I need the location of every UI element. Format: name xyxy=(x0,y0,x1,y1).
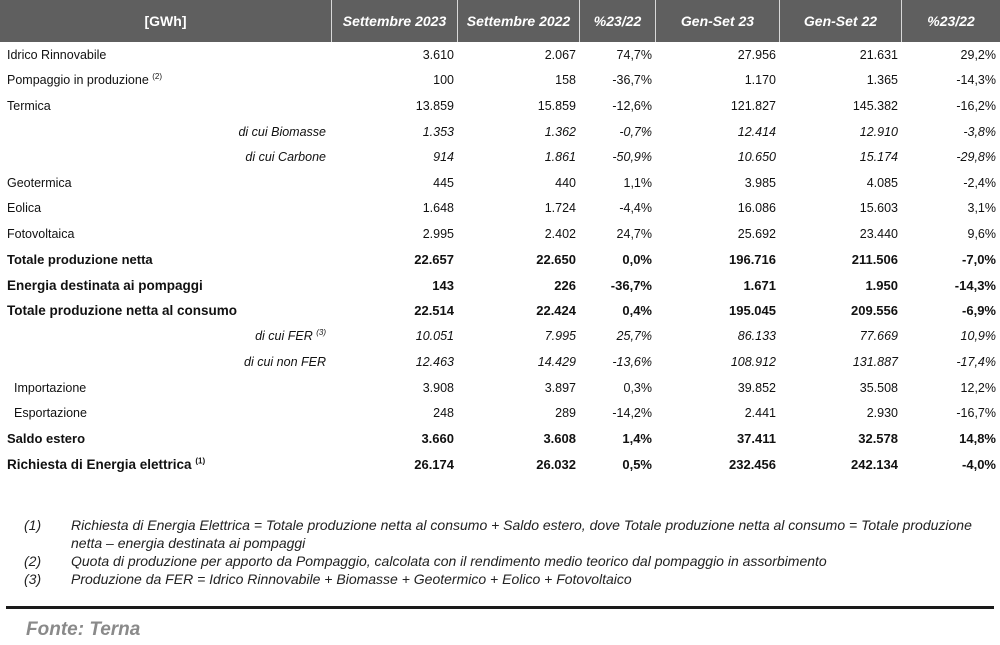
cell: 22.650 xyxy=(536,252,576,268)
cell: 3.897 xyxy=(544,380,576,395)
table-row xyxy=(0,144,1000,170)
cell: 26.032 xyxy=(536,456,576,472)
row-label: Importazione xyxy=(14,380,87,395)
cell: 15.174 xyxy=(859,150,898,165)
cell: 25,7% xyxy=(616,329,652,344)
cell: 248 xyxy=(433,406,454,421)
row-label: Totale produzione netta xyxy=(7,252,153,268)
cell: 0,4% xyxy=(622,303,652,319)
cell: -2,4% xyxy=(963,175,996,190)
cell: -29,8% xyxy=(956,150,996,165)
cell: 196.716 xyxy=(729,252,776,268)
cell: 2.441 xyxy=(744,406,776,421)
header-pct-ytd: %23/22 xyxy=(927,13,975,29)
row-label: Saldo estero xyxy=(7,431,86,447)
footnote xyxy=(24,552,984,570)
table-row xyxy=(0,375,1000,401)
cell: 21.631 xyxy=(859,47,898,62)
cell: 1.648 xyxy=(422,201,454,216)
cell: 1.950 xyxy=(865,277,898,293)
cell: -4,0% xyxy=(962,456,996,472)
cell: 35.508 xyxy=(859,380,898,395)
cell: 22.514 xyxy=(414,303,454,319)
row-label: di cui FER $^{(3)}$ xyxy=(255,328,326,344)
source-label: Fonte: Terna xyxy=(26,619,141,640)
cell: -6,9% xyxy=(962,303,996,319)
cell: 7.995 xyxy=(544,329,576,344)
cell: 0,5% xyxy=(622,456,652,472)
cell: 9,6% xyxy=(967,226,996,241)
table-row-total xyxy=(0,426,1000,452)
cell: 1.170 xyxy=(744,73,776,88)
cell: 22.657 xyxy=(414,252,454,268)
cell: 13.859 xyxy=(415,98,454,113)
row-label: Fotovoltaica xyxy=(7,226,75,241)
footnote-text: Produzione da FER = Idrico Rinnovabile + Biomasse + Geotermico + Eolico + Fotovoltaico xyxy=(71,571,632,587)
header-gen-set-23: Gen-Set 23 xyxy=(656,0,780,42)
table-row xyxy=(0,349,1000,375)
row-label: Termica xyxy=(7,98,51,113)
cell: 12.414 xyxy=(737,124,776,139)
cell: 1.362 xyxy=(544,124,576,139)
cell: 121.827 xyxy=(730,98,776,113)
cell: 1,1% xyxy=(623,175,652,190)
cell: 131.887 xyxy=(852,354,898,369)
cell: 12,2% xyxy=(960,380,996,395)
divider xyxy=(6,606,994,609)
row-label: Pompaggio in produzione $^{(2)}$ xyxy=(7,72,163,88)
header-pct-month: %23/22 xyxy=(580,0,656,42)
cell: 25.692 xyxy=(737,226,776,241)
cell: 211.506 xyxy=(851,252,898,268)
cell: 143 xyxy=(432,277,454,293)
row-label: Idrico Rinnovabile xyxy=(7,47,107,62)
cell: 440 xyxy=(555,175,576,190)
cell: 195.045 xyxy=(729,303,776,319)
footnote xyxy=(24,516,984,552)
header-unit: [GWh] xyxy=(0,0,332,42)
footnote-text: Richiesta di Energia Elettrica = Totale produzione netta al consumo + Saldo estero, dove Totale produzione netta al consumo = Totale produzione netta – energia destinata ai pompaggi xyxy=(71,517,972,551)
cell: 1.671 xyxy=(743,277,776,293)
cell: 10.051 xyxy=(415,329,454,344)
cell: -36,7% xyxy=(612,73,652,88)
cell: 3.985 xyxy=(744,175,776,190)
cell: 0,0% xyxy=(622,252,652,268)
cell: 14.429 xyxy=(537,354,576,369)
footnote-ref: (3) xyxy=(316,328,326,338)
table-row xyxy=(0,93,1000,119)
table-row xyxy=(0,170,1000,196)
cell: 74,7% xyxy=(616,47,652,62)
cell: 108.912 xyxy=(730,354,776,369)
cell: 3.908 xyxy=(422,380,454,395)
cell: 14,8% xyxy=(959,431,996,447)
cell: 3.610 xyxy=(422,47,454,62)
cell: 100 xyxy=(433,73,454,88)
cell: 2.930 xyxy=(866,406,898,421)
cell: 10.650 xyxy=(737,150,776,165)
cell: 29,2% xyxy=(960,47,996,62)
cell: 914 xyxy=(433,150,454,165)
cell: 0,3% xyxy=(623,380,652,395)
cell: 12.463 xyxy=(415,354,454,369)
cell: 22.424 xyxy=(536,303,576,319)
cell: 289 xyxy=(555,406,576,421)
footnote xyxy=(24,570,984,588)
cell: -16,2% xyxy=(956,98,996,113)
cell: -17,4% xyxy=(956,354,996,369)
cell: 158 xyxy=(555,73,576,88)
cell: 15.603 xyxy=(859,201,898,216)
table-header xyxy=(0,0,1000,42)
footnotes xyxy=(24,516,984,588)
footnote-number: (1) xyxy=(24,517,42,533)
row-label: di cui non FER xyxy=(244,354,326,369)
table-row xyxy=(0,324,1000,350)
cell: 23.440 xyxy=(859,226,898,241)
row-label: di cui Carbone xyxy=(245,150,326,165)
cell: -7,0% xyxy=(962,252,996,268)
table-row-total xyxy=(0,272,1000,298)
row-label: Esportazione xyxy=(14,406,87,421)
cell: 37.411 xyxy=(736,431,776,447)
cell: 32.578 xyxy=(858,431,898,447)
cell: 16.086 xyxy=(737,201,776,216)
header-gen-set-22: Gen-Set 22 xyxy=(780,0,902,42)
row-label: Totale produzione netta al consumo xyxy=(7,303,238,319)
cell: 209.556 xyxy=(851,303,898,319)
cell: 3,1% xyxy=(967,201,996,216)
cell: -3,8% xyxy=(963,124,996,139)
cell: 145.382 xyxy=(852,98,898,113)
cell: 26.174 xyxy=(414,456,454,472)
cell: 4.085 xyxy=(866,175,898,190)
table-row xyxy=(0,400,1000,426)
row-label: di cui Biomasse xyxy=(238,124,326,139)
cell: 1.365 xyxy=(866,73,898,88)
cell: 3.660 xyxy=(421,431,454,447)
row-label: Eolica xyxy=(7,201,42,216)
table-row-total xyxy=(0,452,1000,478)
cell: 86.133 xyxy=(737,329,776,344)
table-row xyxy=(0,119,1000,145)
cell: -0,7% xyxy=(619,124,652,139)
cell: 1.724 xyxy=(544,201,576,216)
cell: 445 xyxy=(433,175,454,190)
footnote-text: Quota di produzione per apporto da Pompaggio, calcolata con il rendimento medio teorico dal pompaggio in assorbimento xyxy=(71,553,827,569)
cell: 1.353 xyxy=(422,124,454,139)
footnote-ref: (2) xyxy=(152,72,163,82)
cell: 24,7% xyxy=(616,226,652,241)
cell: 10,9% xyxy=(960,329,996,344)
cell: 232.456 xyxy=(729,456,776,472)
cell: 15.859 xyxy=(537,98,576,113)
table-row xyxy=(0,196,1000,222)
cell: 2.067 xyxy=(544,47,576,62)
cell: -16,7% xyxy=(956,406,996,421)
cell: -12,6% xyxy=(612,98,652,113)
footnote-number: (3) xyxy=(24,571,42,587)
cell: 27.956 xyxy=(737,47,776,62)
header-sep-2023: Settembre 2023 xyxy=(332,0,458,42)
footnote-number: (2) xyxy=(24,553,42,569)
cell: 3.608 xyxy=(543,431,576,447)
cell: -14,3% xyxy=(954,277,996,293)
cell: 1,4% xyxy=(622,431,652,447)
table-row xyxy=(0,68,1000,94)
cell: 226 xyxy=(554,277,576,293)
cell: 2.402 xyxy=(544,226,576,241)
cell: -13,6% xyxy=(612,354,652,369)
cell: -4,4% xyxy=(619,201,652,216)
cell: 77.669 xyxy=(859,329,898,344)
row-label: Geotermica xyxy=(7,175,72,190)
row-label: Richiesta di Energia elettrica $^{(1)}$ xyxy=(7,456,206,472)
cell: -14,2% xyxy=(612,406,652,421)
row-label: Energia destinata ai pompaggi xyxy=(7,277,203,293)
cell: 1.861 xyxy=(544,150,576,165)
cell: 2.995 xyxy=(422,226,454,241)
footnote-ref: (1) xyxy=(195,456,206,466)
cell: -14,3% xyxy=(956,73,996,88)
cell: -36,7% xyxy=(610,277,652,293)
table-row xyxy=(0,221,1000,247)
header-sep-2022: Settembre 2022 xyxy=(458,0,580,42)
table-row-total xyxy=(0,298,1000,324)
table-row-total xyxy=(0,247,1000,273)
cell: 12.910 xyxy=(859,124,898,139)
cell: 39.852 xyxy=(737,380,776,395)
table-row xyxy=(0,42,1000,68)
cell: 242.134 xyxy=(851,456,898,472)
cell: -50,9% xyxy=(612,150,652,165)
